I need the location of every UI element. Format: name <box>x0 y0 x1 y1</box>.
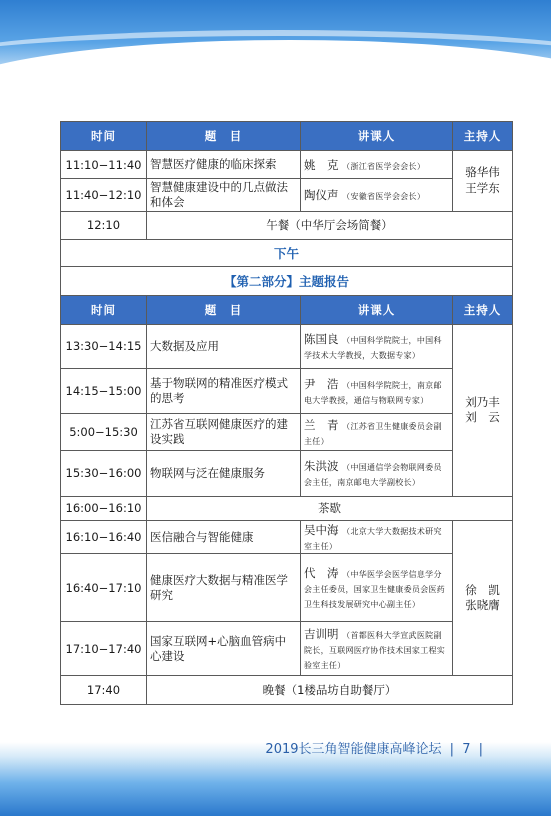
session-speaker <box>301 450 453 496</box>
speaker-name: 朱洪波 <box>304 459 339 474</box>
footer-title: 2019长三角智能健康高峰论坛 <box>265 742 442 757</box>
afternoon-row <box>61 239 513 266</box>
col-header-speaker: 讲课人 <box>301 122 453 151</box>
section-title <box>61 266 513 295</box>
host-name: 徐 凯 <box>465 582 500 597</box>
speaker-name: 陶仪声 <box>304 187 339 202</box>
col-header-host: 主持人 <box>453 295 513 324</box>
session-speaker <box>301 324 453 368</box>
schedule-table <box>60 121 513 705</box>
table-row <box>61 324 513 368</box>
session-topic: 物联网与泛在健康服务 <box>147 450 301 496</box>
session-topic: 医信融合与智能健康 <box>147 520 301 554</box>
session-topic: 大数据及应用 <box>147 324 301 368</box>
col-header-time: 时间 <box>61 122 147 151</box>
page-footer <box>265 738 487 757</box>
host-name: 骆华伟 <box>465 165 500 180</box>
session-speaker <box>301 554 453 622</box>
break-time: 16:00−16:10 <box>61 496 147 520</box>
table-row <box>61 520 513 554</box>
section-bracket: 【 <box>223 273 237 289</box>
break-time: 17:40 <box>61 676 147 705</box>
session-speaker <box>301 520 453 554</box>
col-header-topic: 题 目 <box>147 122 301 151</box>
col-header-host: 主持人 <box>453 122 513 151</box>
footer-divider: | <box>478 742 483 757</box>
session-host <box>453 324 513 496</box>
session-topic: 智慧医疗健康的临床探索 <box>147 151 301 179</box>
speaker-title: （北京大学大数据技术研究室主任） <box>304 526 442 551</box>
speaker-name: 陈国良 <box>304 332 339 347</box>
speaker-name: 兰 青 <box>304 417 339 432</box>
speaker-title: （中国科学院院士，中国科学技术大学教授，大数据专家） <box>304 336 442 361</box>
table-row <box>61 179 513 212</box>
session-topic: 国家互联网+心脑血管病中心建设 <box>147 622 301 676</box>
session-time: 14:15−15:00 <box>61 368 147 413</box>
session-time: 13:30−14:15 <box>61 324 147 368</box>
break-label: 午餐（中华厅会场简餐） <box>147 211 513 239</box>
col-header-time: 时间 <box>61 295 147 324</box>
session-time: 16:10−16:40 <box>61 520 147 554</box>
section-title-row <box>61 266 513 295</box>
speaker-title: （中华医学会医学信息学分会主任委员，国家卫生健康委员会医药卫生科技发展研究中心副主任） <box>304 570 446 609</box>
table-header-row <box>61 122 513 151</box>
session-speaker <box>301 151 453 179</box>
session-topic: 江苏省互联网健康医疗的建设实践 <box>147 413 301 450</box>
table-row <box>61 622 513 676</box>
host-name: 张晓膺 <box>465 598 500 613</box>
speaker-name: 尹 浩 <box>304 376 339 391</box>
session-speaker <box>301 413 453 450</box>
table-row <box>61 450 513 496</box>
speaker-title: （首都医科大学宣武医院副院长，互联网医疗协作技术国家工程实验室主任） <box>304 631 446 670</box>
session-time: 11:10−11:40 <box>61 151 147 179</box>
session-topic: 智慧健康建设中的几点做法和体会 <box>147 179 301 212</box>
table-row <box>61 496 513 520</box>
session-topic: 基于物联网的精准医疗模式的思考 <box>147 368 301 413</box>
session-speaker <box>301 368 453 413</box>
table-row <box>61 151 513 179</box>
table-row <box>61 413 513 450</box>
speaker-title: （中国科学院院士，南京邮电大学教授，通信与物联网专家） <box>304 380 442 405</box>
break-label: 晚餐（1楼品坊自助餐厅） <box>147 676 513 705</box>
table-row <box>61 211 513 239</box>
table-row <box>61 676 513 705</box>
speaker-name: 代 涛 <box>304 566 339 581</box>
col-header-speaker: 讲课人 <box>301 295 453 324</box>
host-name: 刘 云 <box>465 410 500 425</box>
speaker-name: 吴中海 <box>304 522 339 537</box>
speaker-title: （安徽省医学会会长） <box>342 191 426 201</box>
break-label: 茶歇 <box>147 496 513 520</box>
page-number: 7 <box>462 742 471 757</box>
session-time: 15:30−16:00 <box>61 450 147 496</box>
session-time: 11:40−12:10 <box>61 179 147 212</box>
break-time: 12:10 <box>61 211 147 239</box>
session-time: 16:40−17:10 <box>61 554 147 622</box>
session-host <box>453 520 513 676</box>
session-time: 5:00−15:30 <box>61 413 147 450</box>
table-row <box>61 368 513 413</box>
speaker-title: （浙江省医学会会长） <box>342 161 426 171</box>
header-curve-highlight <box>0 30 551 96</box>
host-name: 刘乃丰 <box>465 394 500 409</box>
host-name: 王学东 <box>465 180 500 195</box>
speaker-title: （江苏省卫生健康委员会副主任） <box>304 421 442 446</box>
section-title-text: 第二部分】主题报告 <box>236 273 350 289</box>
afternoon-label: 下午 <box>61 239 513 266</box>
session-speaker <box>301 622 453 676</box>
col-header-topic: 题 目 <box>147 295 301 324</box>
session-time: 17:10−17:40 <box>61 622 147 676</box>
session-host <box>453 151 513 212</box>
speaker-name: 姚 克 <box>304 157 339 172</box>
footer-divider: | <box>449 742 455 757</box>
table-row <box>61 554 513 622</box>
session-speaker <box>301 179 453 212</box>
table-header-row <box>61 295 513 324</box>
speaker-title: （中国通信学会物联网委员会主任，南京邮电大学副校长） <box>304 463 442 488</box>
session-topic: 健康医疗大数据与精准医学研究 <box>147 554 301 622</box>
speaker-name: 吉训明 <box>304 627 339 642</box>
